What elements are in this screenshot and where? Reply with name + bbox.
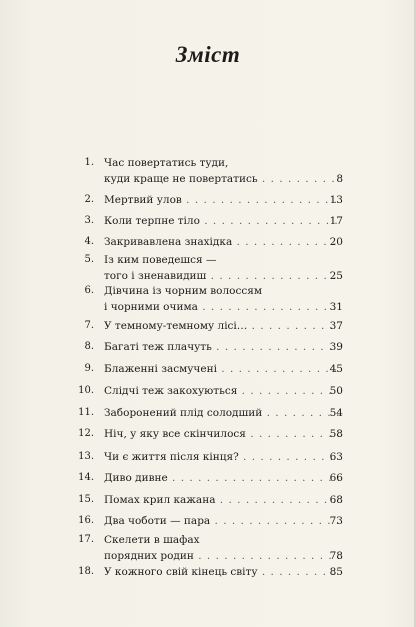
- entry-page: 54: [329, 407, 343, 419]
- entry-number: 10.: [78, 385, 94, 396]
- entry-title-line1: Скелети в шафах: [104, 534, 200, 546]
- entry-number: 1.: [84, 157, 94, 168]
- entry-title: Ніч, у яку все скінчилося . . .: [104, 426, 340, 442]
- entry-title-line1: Дівчина із чорним волоссям: [104, 285, 263, 297]
- entry-page: 50: [329, 385, 343, 397]
- entry-page: 85: [329, 566, 343, 578]
- entry-number: 12.: [78, 428, 94, 439]
- entry-page: 13: [329, 194, 343, 206]
- entry-number: 2.: [84, 194, 94, 205]
- entry-page: 31: [329, 301, 343, 313]
- entry-title-line1: Час повертатись туди,: [104, 157, 229, 169]
- entry-title: Закривавлена знахідка . . .: [104, 234, 340, 250]
- entry-title: [104, 252, 340, 284]
- entry-page: 63: [329, 451, 343, 463]
- entry-number: 18.: [78, 566, 94, 577]
- entry-title: Чи є життя після кінця? . . .: [104, 449, 340, 465]
- entry-title: [104, 155, 340, 187]
- entry-page: 73: [329, 515, 343, 527]
- entry-title: Блаженні засмучені . . .: [104, 361, 340, 377]
- entry-number: 4.: [84, 236, 94, 247]
- entry-number: 9.: [84, 363, 94, 374]
- entry-number: 8.: [84, 341, 94, 352]
- entry-page: 17: [329, 215, 343, 227]
- entry-title: У темному-темному лісі… . . .: [104, 318, 340, 334]
- page-title: Зміст: [175, 42, 241, 67]
- entry-number: 14.: [78, 472, 94, 483]
- entry-page: 8: [336, 173, 343, 185]
- entry-page: 39: [329, 341, 343, 353]
- entry-page: 68: [329, 494, 343, 506]
- entry-number: 15.: [78, 494, 94, 505]
- entry-page: 58: [329, 428, 343, 440]
- entry-title: Мертвий улов . . .: [104, 192, 340, 208]
- entry-title: Два чоботи — пара . . .: [104, 513, 340, 529]
- entry-number: 11.: [78, 407, 94, 418]
- entry-page: 37: [329, 320, 343, 332]
- entry-title-line2: того і зненавидиш . . .: [104, 268, 340, 284]
- entry-title: У кожного свій кінець світу . . .: [104, 564, 340, 580]
- entry-page: 66: [329, 472, 343, 484]
- entry-page: 20: [329, 236, 343, 248]
- entry-number: 17.: [78, 534, 94, 545]
- entry-number: 6.: [84, 285, 94, 296]
- entry-title: Слідчі теж закохуються . . .: [104, 383, 340, 399]
- entry-page: 45: [329, 363, 343, 375]
- entry-number: 3.: [84, 215, 94, 226]
- entry-title: [104, 283, 340, 315]
- entry-title: Заборонений плід солодший . . .: [104, 405, 340, 421]
- entry-title: [104, 532, 340, 564]
- entry-title-line1: Із ким поведешся —: [104, 254, 217, 266]
- entry-title-line2: куди краще не повертатись . . .: [104, 171, 340, 187]
- entry-title-line2: і чорними очима . . .: [104, 299, 340, 315]
- entry-page: 78: [329, 550, 343, 562]
- entry-number: 5.: [84, 254, 94, 265]
- entry-title: Диво дивне . . .: [104, 470, 340, 486]
- entry-number: 13.: [78, 451, 94, 462]
- entry-page: 25: [329, 270, 343, 282]
- entry-title: Помах крил кажана . . .: [104, 492, 340, 508]
- entry-title: Багаті теж плачуть . . .: [104, 339, 340, 355]
- entry-number: 16.: [78, 515, 94, 526]
- entry-title: Коли терпне тіло . . .: [104, 213, 340, 229]
- entry-title-line2: порядних родин . . .: [104, 548, 340, 564]
- entry-number: 7.: [84, 320, 94, 331]
